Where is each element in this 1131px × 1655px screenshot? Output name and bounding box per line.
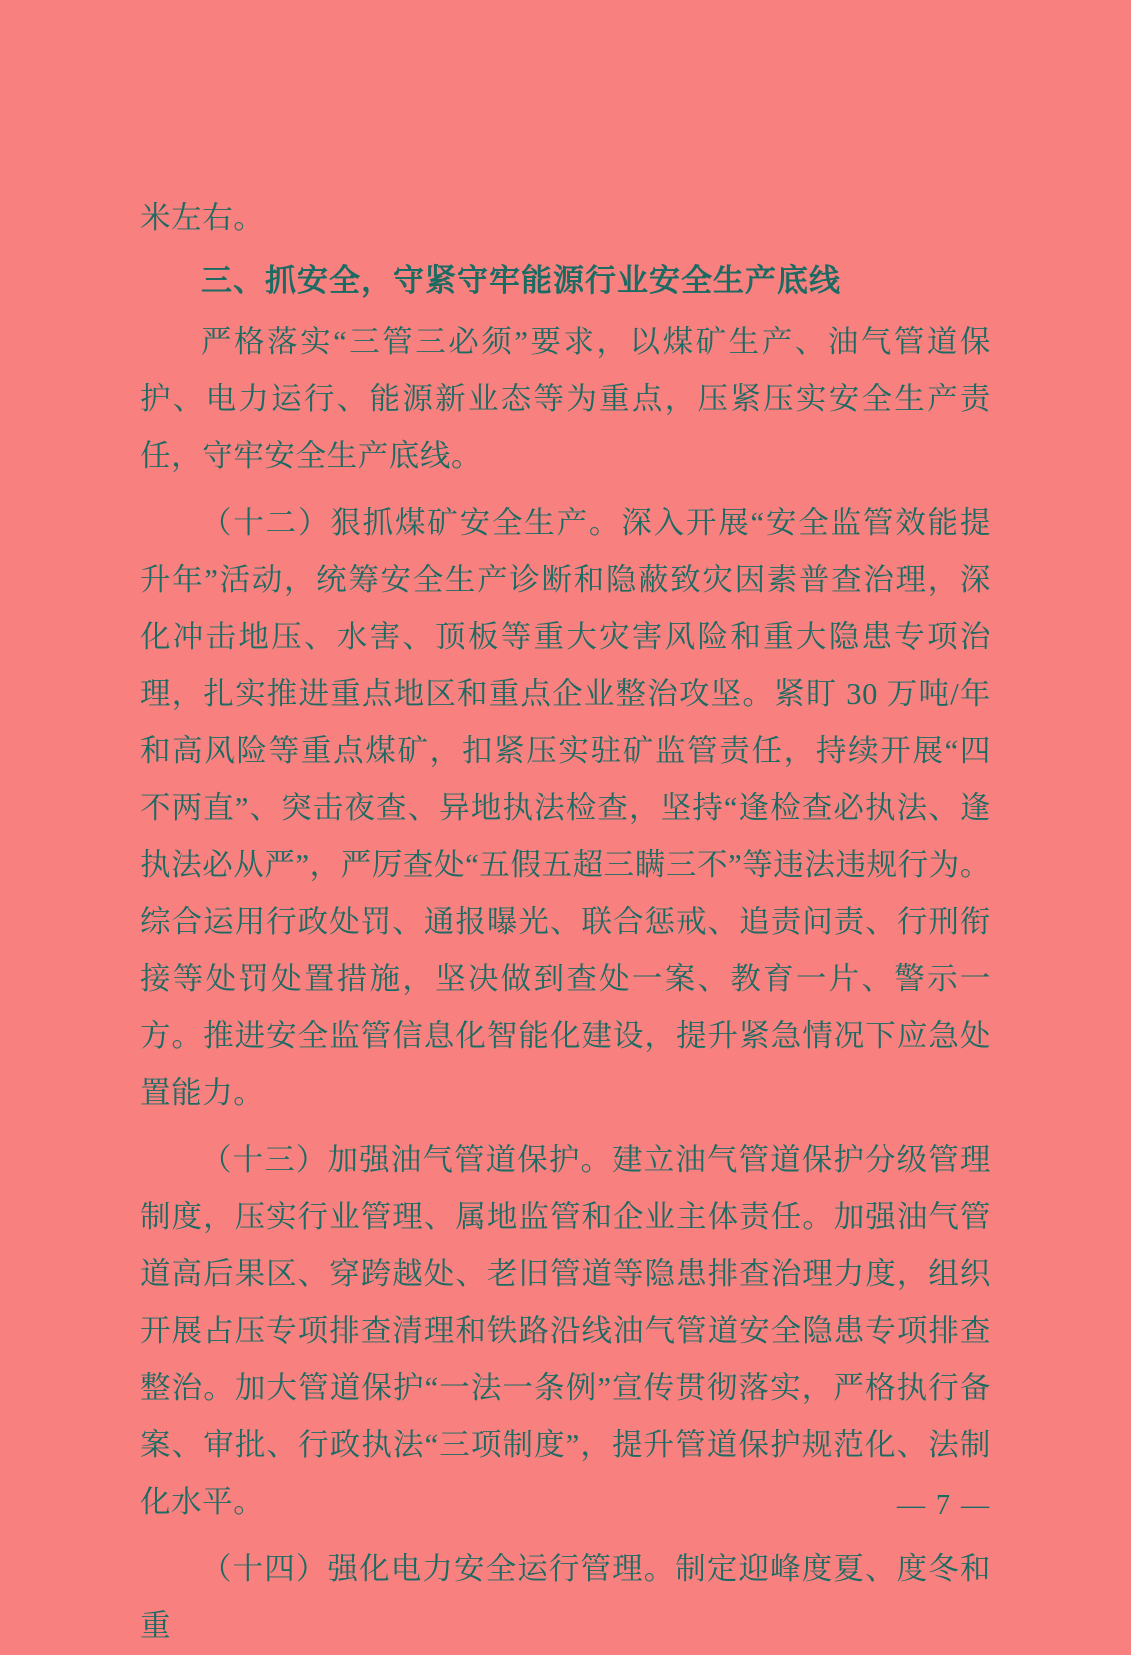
paragraph-item-thirteen: （十三）加强油气管道保护。建立油气管道保护分级管理制度，压实行业管理、属地监管和企业主体责任。加强油气管道高后果区、穿跨越处、老旧管道等隐患排查治理力度，组织开展占压专项排查清理和铁路沿线油气管道安全隐患专项排查整治。加大管道保护“一法一条例”宣传贯彻落实，严格执行备案、审批、行政执法“三项制度”，提升管道保护规范化、法制化水平。 (140, 1143, 991, 1519)
page-number: — 7 — (897, 1490, 991, 1521)
paragraph-spacer (140, 1531, 991, 1541)
paragraph-spacer (140, 1122, 991, 1132)
paragraph-section-three-lead: 严格落实“三管三必须”要求，以煤矿生产、油气管道保护、电力运行、能源新业态等为重点，压紧压实安全生产责任，守牢安全生产底线。 (140, 325, 991, 473)
section-heading-three: 三、抓安全，守紧守牢能源行业安全生产底线 (201, 263, 841, 299)
paragraph-item-twelve: （十二）狠抓煤矿安全生产。深入开展“安全监管效能提升年”活动，统筹安全生产诊断和隐蔽致灾因素普查治理，深化冲击地压、水害、顶板等重大灾害风险和重大隐患专项治理，扎实推进重点地区和重点企业整治攻坚。紧盯 30 万吨/年和高风险等重点煤矿，扣紧压实驻矿监管责任，持续开展“四不两直”、突击夜查、异地执法检查，坚持“逢检查必执法、逢执法必从严”，严厉查处“五假五超三瞒三不”等违法违规行为。综合运用行政处罚、通报曝光、联合惩戒、追责问责、行刑衔接等处罚处置措施，坚决做到查处一案、教育一片、警示一方。推进安全监管信息化智能化建设，提升紧急情况下应急处置能力。 (140, 506, 992, 1110)
paragraph-item-fourteen: （十四）强化电力安全运行管理。制定迎峰度夏、度冬和重 (140, 1552, 991, 1643)
document-body (140, 190, 991, 1655)
paragraph-spacer (140, 485, 991, 495)
paragraph-continued-line: 米左右。 (140, 201, 265, 235)
